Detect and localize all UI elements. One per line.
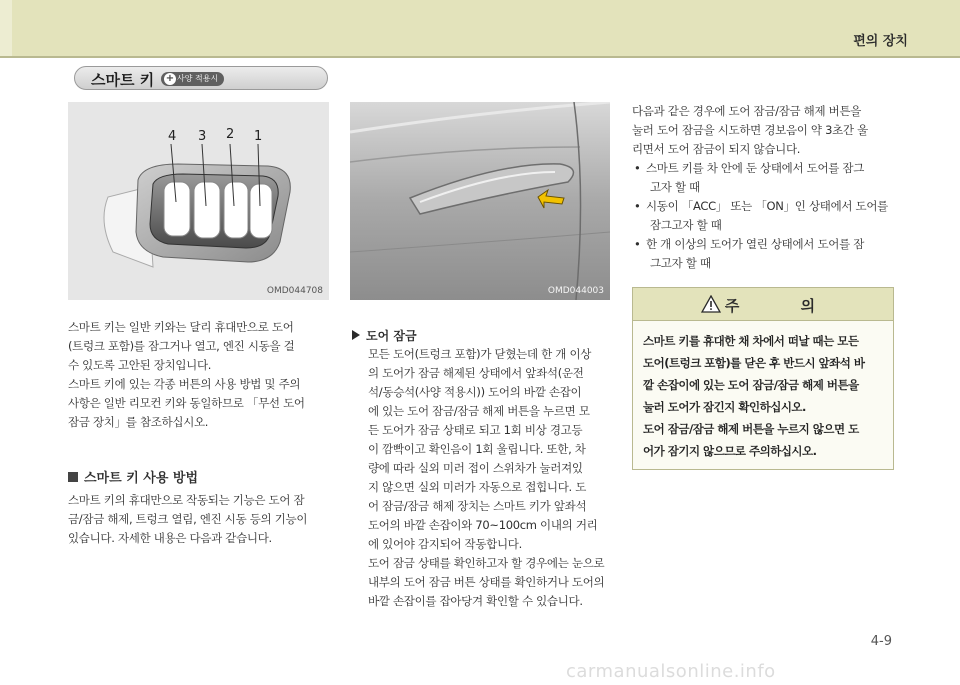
caution-text [643, 330, 889, 462]
header-stripe [0, 0, 12, 56]
usage-line: 스마트 키의 휴대만으로 작동되는 기능은 도어 잠 [68, 493, 305, 507]
usage-line: 금/잠금 해제, 트렁크 열림, 엔진 시동 등의 기능이 [68, 512, 308, 526]
callout-2: 2 [226, 127, 235, 142]
intro-line: (트렁크 포함)를 잠그거나 열고, 엔진 시동을 걸 [68, 339, 295, 353]
door-lock-line: 지 않으면 실외 미러가 자동으로 접힙니다. 도 [368, 480, 587, 494]
door-lock-line: 내부의 도어 잠금 버튼 상태를 확인하거나 도어의 [368, 575, 605, 589]
caution-header [633, 288, 893, 321]
watermark: carmanualsonline.info [566, 661, 776, 682]
figure-code-left: OMD044708 [266, 286, 323, 296]
header-bar [0, 0, 960, 56]
title-pill [74, 66, 328, 90]
figure-code-right: OMD044003 [547, 286, 604, 296]
right-intro-text [632, 102, 898, 273]
list-item-line: 고자 할 때 [650, 180, 700, 194]
list-item-line: 잠그고자 할 때 [650, 218, 722, 232]
square-bullet-icon [68, 472, 78, 482]
intro-text [68, 318, 336, 432]
intro-line: 잠금 장치」를 참조하십시오. [68, 415, 209, 429]
list-item-line: • 한 개 이상의 도어가 열린 상태에서 도어를 잠 [646, 237, 865, 251]
right-intro-line: 다음과 같은 경우에 도어 잠금/잠금 해제 버튼을 [632, 104, 862, 118]
door-lock-line: 에 있어야 감지되어 작동합니다. [368, 537, 522, 551]
door-lock-line: 의 도어가 잠금 해제된 상태에서 앞좌석(운전 [368, 366, 584, 380]
intro-line: 사항은 일반 리모컨 키와 동일하므로 「무선 도어 [68, 396, 305, 410]
right-intro-line: 눌러 도어 잠금을 시도하면 경보음이 약 3초간 울 [632, 123, 868, 137]
door-lock-line: 량에 따라 실외 미러 접이 스위차가 눌러져있 [368, 461, 583, 475]
callout-1: 1 [254, 129, 263, 144]
caution-line: 도어(트렁크 포함)를 닫은 후 반드시 앞좌석 바 [643, 356, 865, 370]
option-tag [161, 72, 224, 86]
page-title: 스마트 키 [91, 71, 155, 89]
door-lock-line: 모든 도어(트렁크 포함)가 닫혔는데 한 개 이상 [368, 347, 592, 361]
door-lock-line: 바깥 손잡이를 잡아당겨 확인할 수 있습니다. [368, 594, 583, 608]
page-number: 4-9 [870, 634, 892, 649]
door-lock-text [368, 345, 620, 611]
usage-text [68, 491, 336, 548]
list-item-line: • 시동이 「ACC」 또는 「ON」인 상태에서 도어를 [646, 199, 888, 213]
usage-subheading-text: 스마트 키 사용 방법 [84, 471, 199, 486]
triangle-bullet-icon [352, 330, 360, 340]
door-lock-line: 든 도어가 잠금 상태로 되고 1회 비상 경고등 [368, 423, 583, 437]
intro-line: 수 있도록 고안된 장치입니다. [68, 358, 212, 372]
plus-icon: + [165, 73, 175, 84]
door-lock-line: 이 깜빡이고 확인음이 1회 울립니다. 또한, 차 [368, 442, 586, 456]
caution-line: 어가 잠기지 않으므로 주의하십시오. [643, 444, 817, 458]
caution-line: 스마트 키를 휴대한 채 차에서 떠날 때는 모든 [643, 334, 859, 348]
list-item-line: 그고자 할 때 [650, 256, 711, 270]
door-lock-line: 석/동승석(사양 적용시)) 도어의 바깥 손잡이 [368, 385, 582, 399]
option-tag-label: 사양 적용시 [177, 74, 219, 83]
caution-title: 주 의 [724, 297, 844, 315]
door-lock-line: 에 있는 도어 잠금/잠금 해제 버튼을 누르면 모 [368, 404, 590, 418]
door-lock-heading [352, 327, 417, 344]
header-divider [0, 56, 960, 58]
list-item-line: • 스마트 키를 차 안에 둔 상태에서 도어를 잠그 [646, 161, 865, 175]
callout-3: 3 [198, 129, 207, 144]
caution-box [632, 287, 894, 470]
smart-key-figure [68, 102, 329, 300]
right-intro-line: 리면서 도어 잠금이 되지 않습니다. [632, 142, 801, 156]
usage-subheading [68, 467, 198, 486]
intro-line: 스마트 키는 일반 키와는 달리 휴대만으로 도어 [68, 320, 294, 334]
door-lock-heading-text: 도어 잠금 [366, 329, 417, 343]
caution-line: 눌러 도어가 잠긴지 확인하십시오. [643, 400, 806, 414]
intro-line: 스마트 키에 있는 각종 버튼의 사용 방법 및 주의 [68, 377, 301, 391]
door-lock-line: 도어 잠금 상태를 확인하고자 할 경우에는 눈으로 [368, 556, 605, 570]
section-label: 편의 장치 [853, 34, 908, 49]
door-lock-line: 어 잠금/잠금 해제 장치는 스마트 키가 앞좌석 [368, 499, 587, 513]
door-lock-line: 도어의 바깥 손잡이와 70~100cm 이내의 거리 [368, 518, 598, 532]
door-handle-figure [350, 102, 610, 300]
list-item [632, 197, 898, 235]
caution-line: 깥 손잡이에 있는 도어 잠금/잠금 해제 버튼을 [643, 378, 859, 392]
door-handle-illustration [350, 102, 610, 300]
list-item [632, 159, 898, 197]
smart-key-illustration [68, 102, 329, 300]
caution-line: 도어 잠금/잠금 해제 버튼을 누르지 않으면 도 [643, 422, 859, 436]
callout-4: 4 [168, 129, 177, 144]
usage-line: 있습니다. 자세한 내용은 다음과 같습니다. [68, 531, 272, 545]
list-item [632, 235, 898, 273]
condition-list [632, 159, 898, 273]
